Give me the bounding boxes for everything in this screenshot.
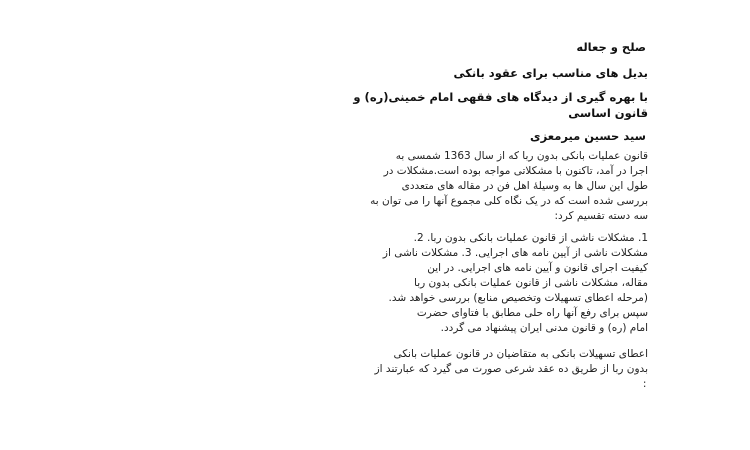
paragraph-line: سه دسته تقسیم کرد: bbox=[554, 210, 648, 222]
paragraph-line: مقاله، مشکلات ناشی از قانون عملیات بانکی بدون ربا bbox=[414, 277, 648, 289]
paragraph-line: امام (ره) و قانون مدنی ایران پیشنهاد می گردد. bbox=[440, 322, 648, 334]
paragraph-line: اجرا در آمد، تاکنون با مشکلاتی مواجه بوده است.مشکلات در bbox=[383, 165, 648, 177]
paragraph-line: : bbox=[642, 378, 648, 390]
paragraph-line: بررسی شده است که در یک نگاه کلی مجموع آنها را می توان به bbox=[370, 195, 648, 207]
paragraph-facilities bbox=[103, 348, 648, 396]
paragraph-intro bbox=[103, 150, 648, 228]
paragraph-line: 1. مشکلات ناشی از قانون عملیات بانکی بدون ربا. 2. bbox=[413, 232, 648, 244]
paragraph-line: قانون عملیات بانکی بدون ربا که از سال 1363 شمسی به bbox=[395, 150, 648, 162]
paragraph-line: سپس برای رفع آنها راه حلی مطابق با فتاوای حضرت bbox=[416, 307, 648, 319]
paragraph-line: اعطای تسهیلات بانکی به متقاضیان در قانون عملیات بانکی bbox=[393, 348, 648, 360]
document-title: صلح و جعاله bbox=[576, 40, 646, 54]
document-subtitle: بدیل های مناسب برای عقود بانکی bbox=[453, 66, 648, 80]
paragraph-problems bbox=[103, 232, 648, 340]
paragraph-line: کیفیت اجرای قانون و آیین نامه های اجرایی. در این bbox=[427, 262, 648, 274]
subheading-line-1: با بهره گیری از دیدگاه های فقهی امام خمینی(ره) و bbox=[353, 90, 648, 104]
paragraph-line: طول این سال ها به وسیلهٔ اهل فن در مقاله های متعددی bbox=[401, 180, 648, 192]
subheading-line-2: قانون اساسی bbox=[568, 106, 648, 120]
paragraph-line: مشکلات ناشی از آیین نامه های اجرایی. 3. مشکلات ناشی از bbox=[382, 247, 648, 259]
paragraph-line: بدون ربا از طریق ده عقد شرعی صورت می گیرد که عبارتند از bbox=[374, 363, 648, 375]
author-name: سید حسین میرمعزی bbox=[530, 129, 646, 143]
paragraph-line: (مرحله اعطای تسهیلات وتخصیص منابع) بررسی خواهد شد. bbox=[388, 292, 648, 304]
